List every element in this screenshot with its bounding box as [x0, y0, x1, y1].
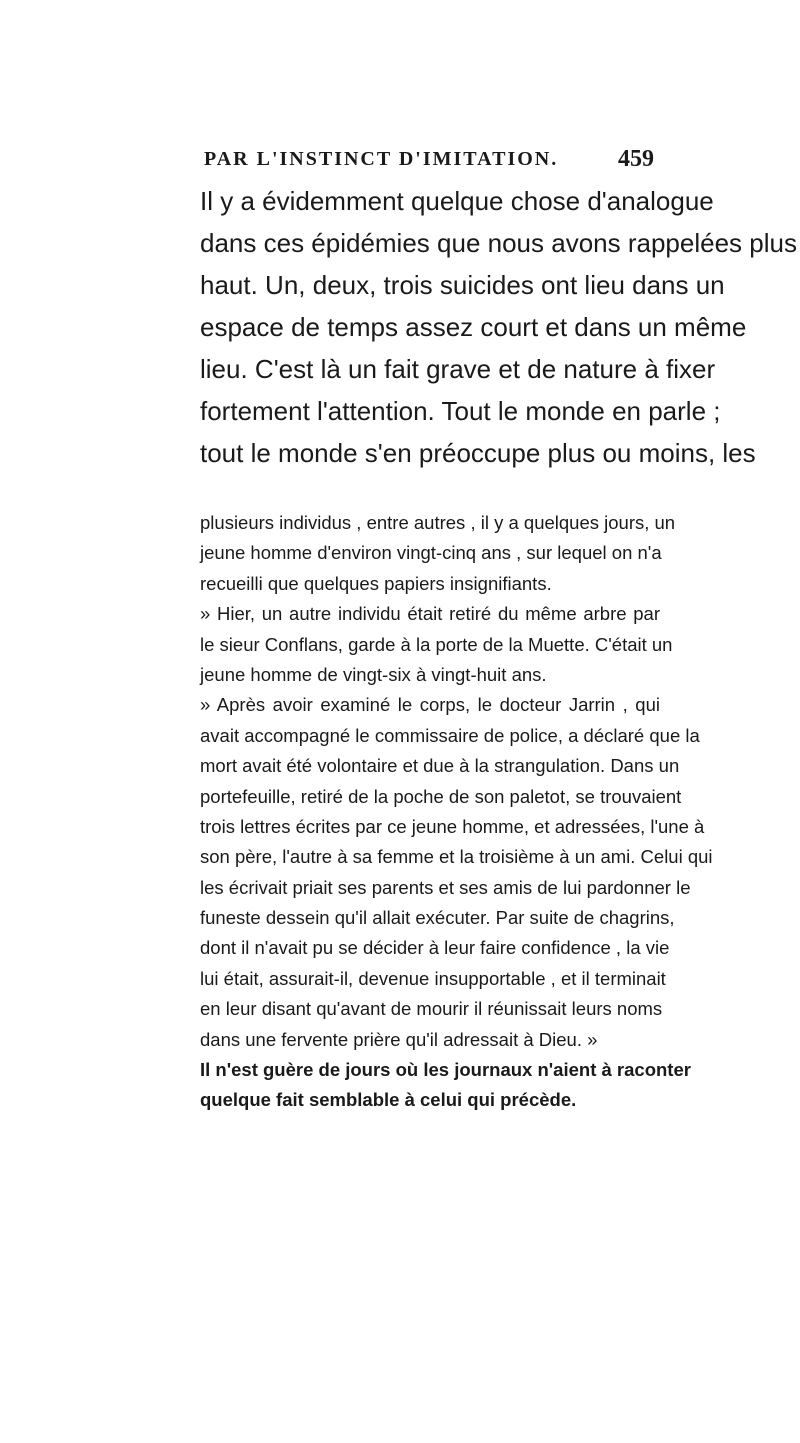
- quote-line: quelque fait semblable à celui qui précède.: [200, 1089, 577, 1111]
- quote-line: recueilli que quelques papiers insignifiants.: [200, 572, 552, 594]
- quote-line: Il n'est guère de jours où les journaux n'aient à raconter: [200, 1059, 691, 1081]
- main-paragraph-line: lieu. C'est là un fait grave et de nature à fixer: [200, 354, 716, 384]
- main-paragraph-line: haut. Un, deux, trois suicides ont lieu dans un: [200, 270, 725, 300]
- quote-line: trois lettres écrites par ce jeune homme, et adressées, l'une à: [200, 815, 705, 837]
- quote-line: avait accompagné le commissaire de police, a déclaré que la: [200, 724, 700, 746]
- quote-line: jeune homme d'environ vingt-cinq ans , sur lequel on n'a: [200, 542, 662, 564]
- quote-line: dans une fervente prière qu'il adressait à Dieu. »: [200, 1028, 598, 1050]
- quote-line: jeune homme de vingt-six à vingt-huit ans.: [200, 663, 547, 685]
- main-paragraph-line: espace de temps assez court et dans un même: [200, 312, 747, 342]
- quote-line: » Hier, un autre individu était retiré du même arbre par: [200, 603, 660, 625]
- main-paragraph-line: Il y a évidemment quelque chose d'analogue: [200, 186, 714, 216]
- quote-line: son père, l'autre à sa femme et la troisième à un ami. Celui qui: [200, 846, 713, 868]
- page-number: 459: [618, 146, 654, 172]
- main-paragraph-line: dans ces épidémies que nous avons rappelées plus: [200, 228, 797, 258]
- quote-line: » Après avoir examiné le corps, le docteur Jarrin , qui: [200, 694, 660, 716]
- quote-line: plusieurs individus , entre autres , il y a quelques jours, un: [200, 512, 676, 533]
- quote-line: mort avait été volontaire et due à la strangulation. Dans un: [200, 755, 680, 777]
- quote-line: dont il n'avait pu se décider à leur faire confidence , la vie: [200, 937, 670, 959]
- quoted-newspaper-excerpt: [200, 508, 713, 1116]
- main-paragraph: [200, 180, 797, 474]
- running-head: [204, 145, 654, 173]
- quote-line: le sieur Conflans, garde à la porte de la Muette. C'était un: [200, 633, 673, 655]
- quote-line: en leur disant qu'avant de mourir il réunissait leurs noms: [200, 998, 663, 1020]
- main-paragraph-line: fortement l'attention. Tout le monde en parle ;: [200, 396, 721, 426]
- running-head-title: PAR L'INSTINCT D'IMITATION.: [204, 148, 559, 170]
- main-paragraph-line: tout le monde s'en préoccupe plus ou moins, les: [200, 438, 756, 468]
- quote-line: portefeuille, retiré de la poche de son paletot, se trouvaient: [200, 785, 682, 807]
- quote-line: les écrivait priait ses parents et ses amis de lui pardonner le: [200, 876, 691, 898]
- quote-line: funeste dessein qu'il allait exécuter. Par suite de chagrins,: [200, 907, 675, 929]
- quote-line: lui était, assurait-il, devenue insupportable , et il terminait: [200, 967, 666, 989]
